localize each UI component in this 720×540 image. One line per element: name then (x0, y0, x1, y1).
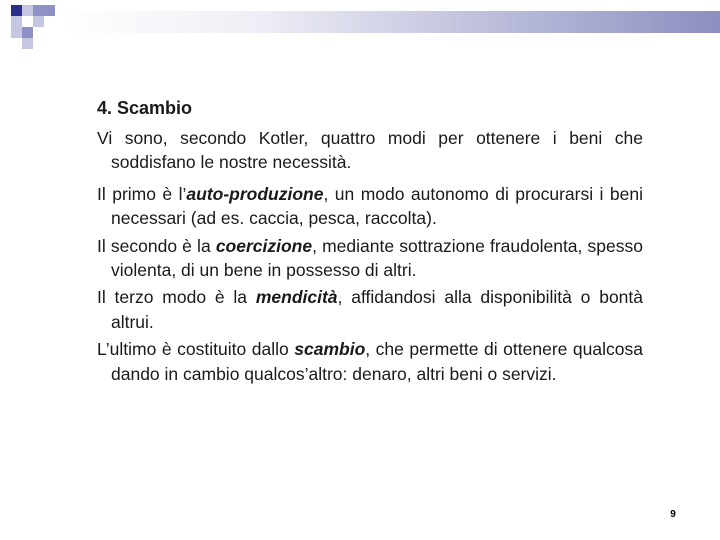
decor-square (22, 27, 33, 38)
paragraph-text: Il secondo è la (97, 235, 216, 256)
header-gradient-bar (60, 11, 720, 33)
slide-content (97, 96, 643, 389)
section-title: 4. Scambio (97, 98, 193, 118)
paragraph-text: L’ultimo è costituito dallo (97, 339, 295, 360)
intro-paragraph: Vi sono, secondo Kotler, quattro modi per ottenere i beni che soddisfano le nostre necessità. (97, 128, 643, 173)
decor-square (11, 27, 22, 38)
paragraph-text: Il terzo modo è la (97, 287, 256, 308)
decor-square (22, 5, 33, 16)
decor-square (11, 5, 22, 16)
paragraph-text: Il primo è l’ (97, 183, 187, 204)
decor-square (11, 16, 22, 27)
paragraph-text: , affidandosi alla disponibilità o bontà altrui. (111, 287, 643, 332)
emphasis-term: coercizione (215, 235, 313, 256)
paragraph-text: , mediante sottrazione fraudolenta, spesso violenta, di un bene in possesso di altri. (111, 235, 643, 281)
paragraph-scambio (97, 337, 643, 386)
emphasis-term: scambio (294, 339, 366, 360)
paragraph-coercizione (97, 234, 643, 283)
decor-square (33, 5, 44, 16)
decor-square (22, 38, 33, 49)
decor-square (44, 5, 55, 16)
page-number: 9 (670, 509, 676, 520)
decor-square (33, 16, 44, 27)
paragraph-mendicita (97, 285, 643, 334)
emphasis-term: auto-produzione (186, 183, 324, 204)
paragraph-text: , un modo autonomo di procurarsi i beni necessari (ad es. caccia, pesca, raccolta). (111, 183, 643, 229)
paragraph-text: , che permette di ottenere qualcosa dando in cambio qualcos’altro: denaro, altri beni o servizi. (111, 339, 643, 384)
paragraph-auto-produzione (97, 182, 643, 231)
emphasis-term: mendicità (255, 287, 338, 308)
